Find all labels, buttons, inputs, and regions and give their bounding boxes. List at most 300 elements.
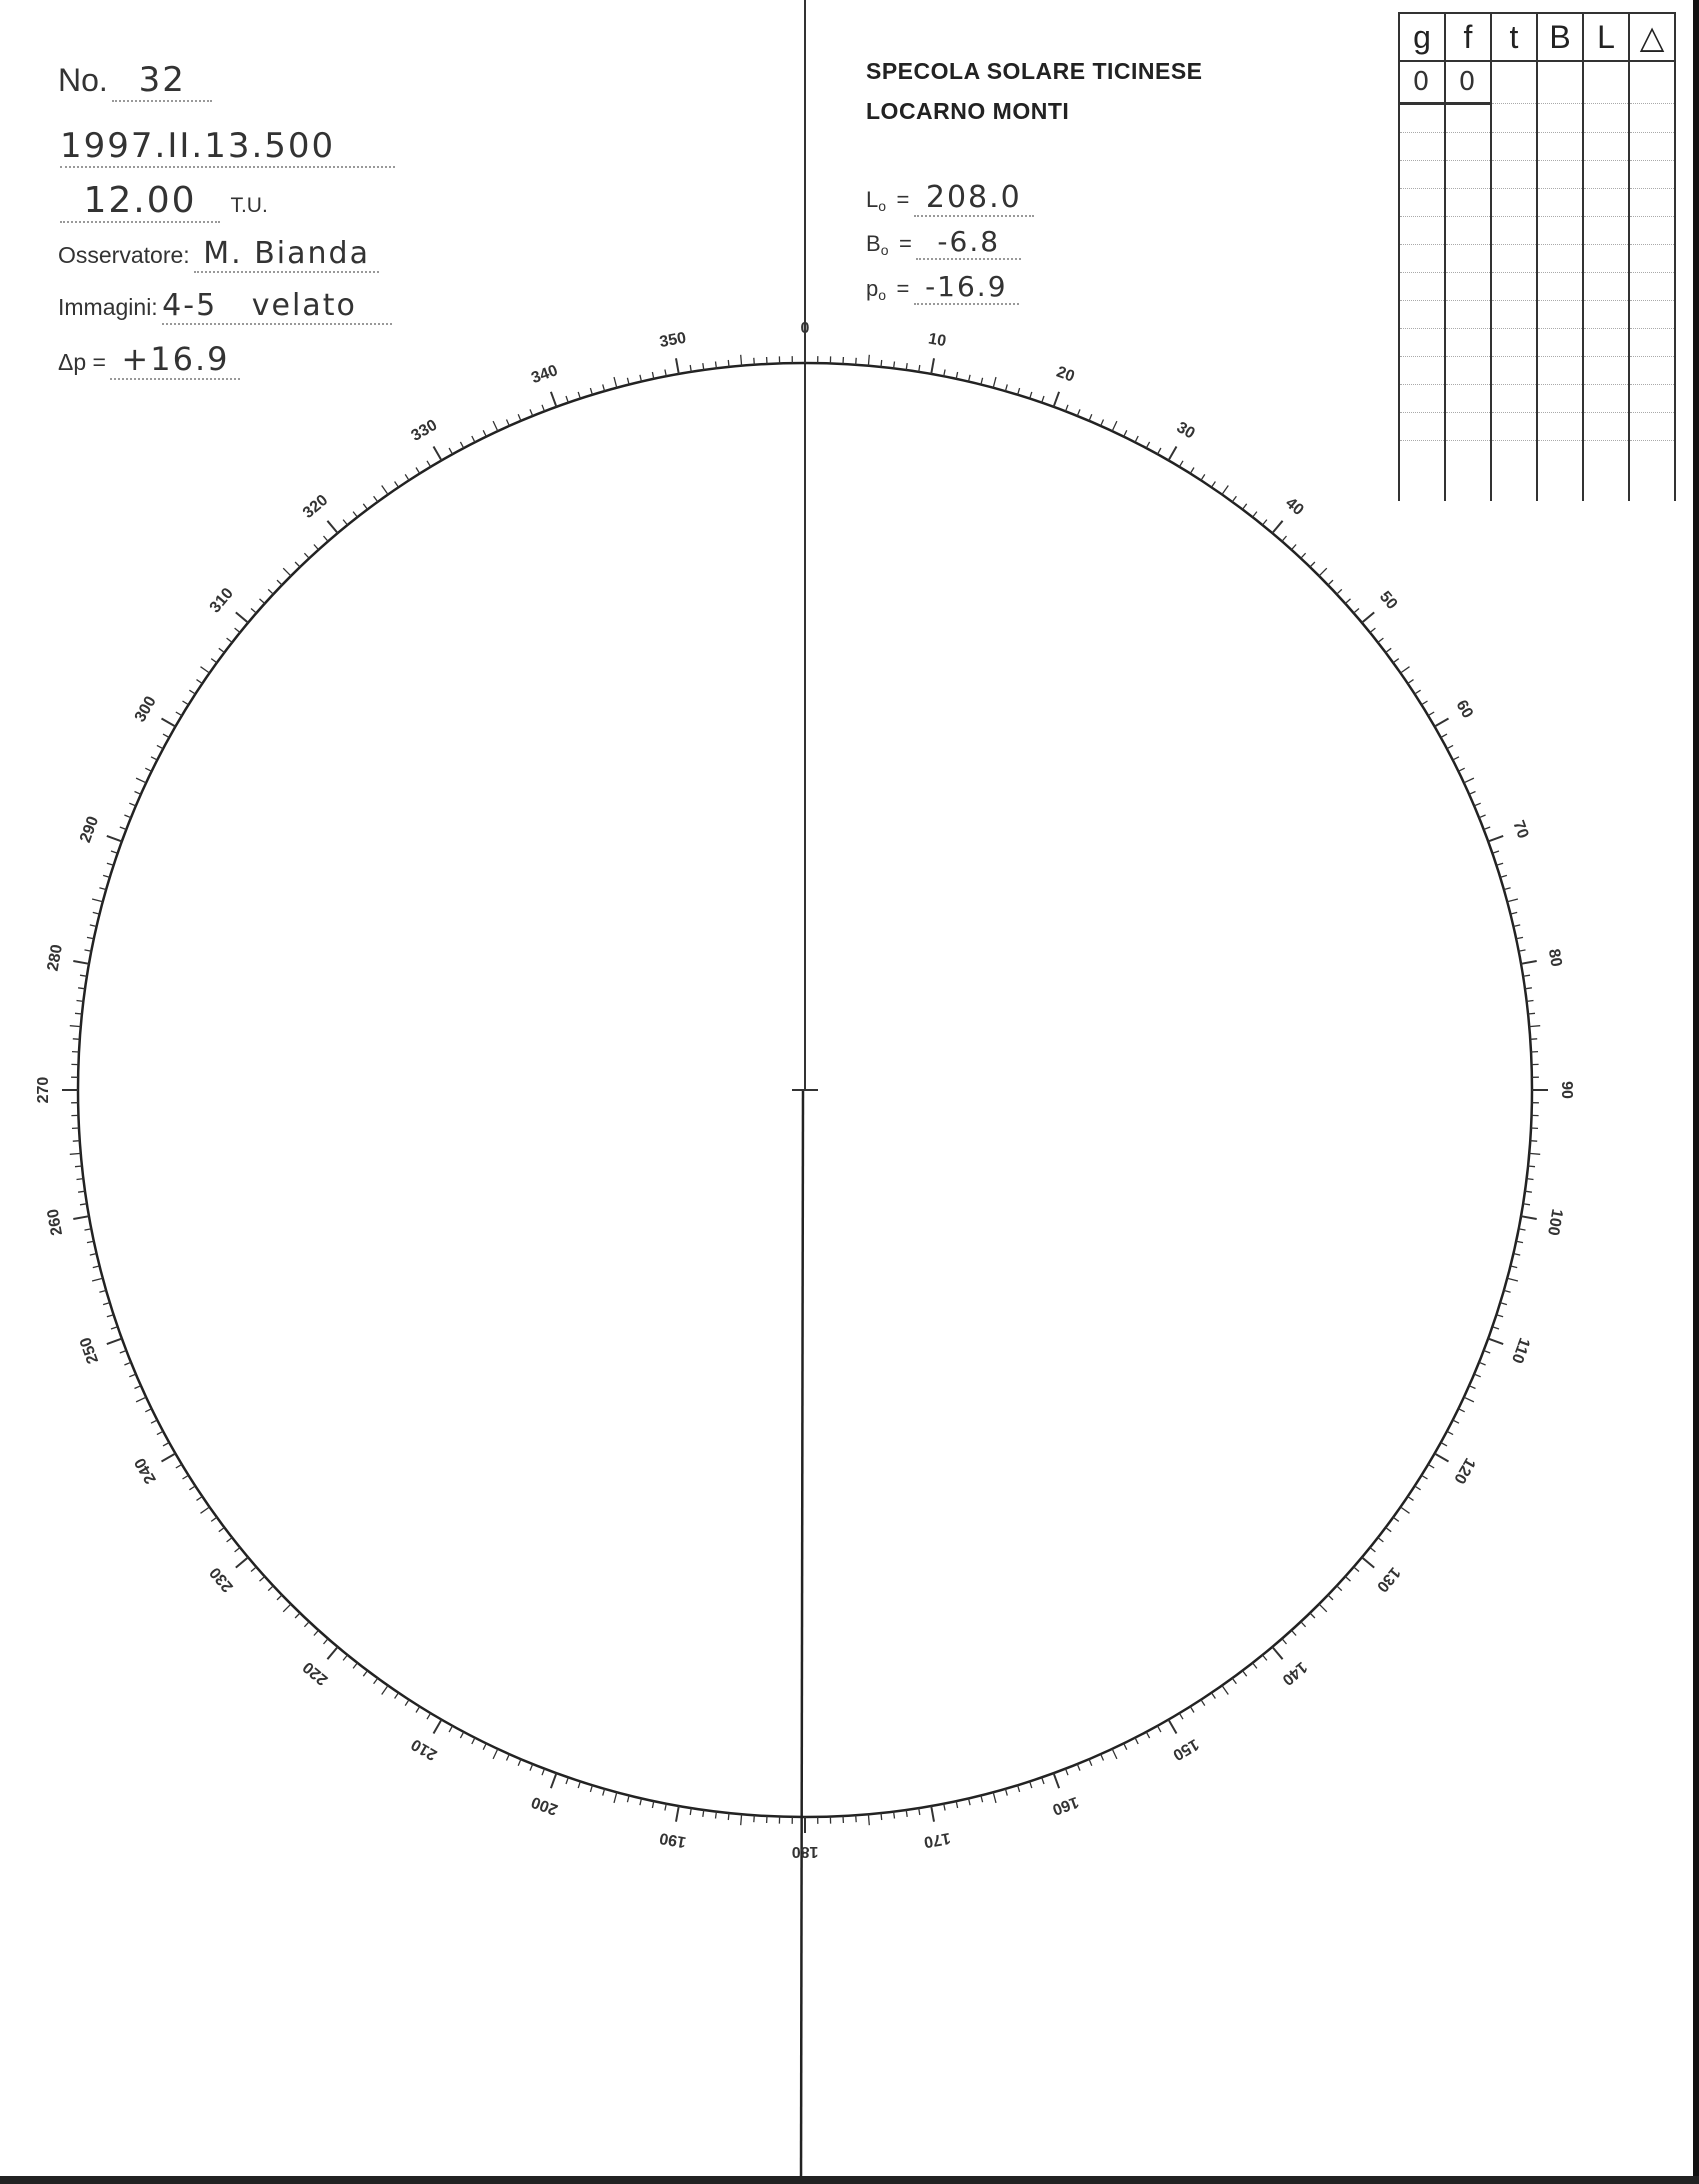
degree-label-240: 240 (131, 1454, 160, 1487)
degree-tick (716, 1812, 717, 1819)
degree-tick (111, 1327, 118, 1329)
degree-tick (99, 888, 106, 890)
degree-tick (327, 1647, 337, 1659)
degree-tick (1179, 1713, 1183, 1719)
degree-label-30: 30 (1173, 418, 1198, 443)
degree-tick (530, 1764, 533, 1771)
degree-tick (566, 396, 568, 403)
degree-tick (1529, 1153, 1540, 1154)
degree-label-350: 350 (658, 329, 688, 352)
degree-tick (856, 1815, 857, 1822)
images-value: 4-5 velato (162, 288, 392, 325)
degree-tick (993, 377, 996, 388)
degree-tick (1222, 486, 1228, 495)
degree-tick (1243, 504, 1247, 510)
degree-tick (1378, 1538, 1384, 1542)
degree-tick (981, 378, 983, 385)
degree-tick (136, 1397, 146, 1402)
degree-tick (92, 899, 103, 902)
degree-tick (73, 1141, 80, 1142)
degree-tick (652, 372, 653, 379)
degree-tick (1146, 1732, 1149, 1738)
degree-tick (70, 1026, 81, 1027)
degree-tick (93, 1266, 100, 1268)
b0-subscript: o (880, 242, 889, 259)
degree-tick (1453, 1420, 1459, 1423)
degree-tick (856, 358, 857, 365)
degree-tick (1282, 536, 1287, 541)
degree-tick (157, 745, 163, 748)
degree-tick (277, 580, 282, 585)
degree-tick (614, 1792, 617, 1803)
degree-tick (353, 512, 357, 517)
degree-tick (1484, 1351, 1491, 1354)
degree-tick (353, 1663, 357, 1669)
degree-tick (530, 409, 533, 416)
degree-tick (1263, 1655, 1267, 1660)
degree-tick (129, 1374, 136, 1377)
degree-tick (1124, 1743, 1127, 1749)
degree-tick (1370, 1548, 1375, 1552)
degree-tick (93, 912, 100, 914)
degree-tick (1510, 1266, 1517, 1268)
degree-label-10: 10 (926, 330, 948, 351)
degree-tick (981, 1795, 983, 1802)
degree-tick (201, 1507, 210, 1513)
time-value: 12.00 (60, 180, 220, 223)
degree-tick (1190, 468, 1194, 474)
degree-tick (1337, 589, 1342, 594)
l0-equals: = (896, 187, 910, 212)
degree-label-0: 0 (800, 320, 810, 338)
degree-tick (676, 358, 679, 374)
degree-label-330: 330 (408, 416, 441, 445)
degree-tick (1054, 392, 1060, 407)
degree-tick (283, 568, 291, 576)
degree-tick (1529, 1026, 1540, 1027)
degree-tick (73, 1216, 89, 1219)
degree-tick (314, 545, 319, 550)
degree-tick (1089, 414, 1092, 421)
degree-tick (1345, 1577, 1350, 1582)
degree-tick (75, 1166, 82, 1167)
degree-tick (518, 414, 521, 421)
images-label: Immagini: (58, 294, 158, 320)
degree-tick (1272, 1647, 1282, 1659)
degree-tick (1169, 1720, 1177, 1734)
degree-label-170: 170 (922, 1828, 952, 1851)
degree-tick (236, 612, 248, 622)
degree-tick (1301, 553, 1306, 558)
degree-tick (304, 553, 309, 558)
degree-tick (1158, 1726, 1161, 1732)
degree-label-120: 120 (1450, 1454, 1479, 1487)
degree-tick (1527, 1001, 1534, 1002)
degree-tick (107, 836, 122, 842)
degree-tick (460, 1732, 463, 1738)
degree-tick (881, 360, 882, 367)
degree-tick (1066, 1769, 1069, 1776)
degree-tick (741, 355, 742, 366)
degree-tick (277, 1595, 282, 1600)
degree-tick (1488, 1339, 1503, 1345)
degree-tick (324, 536, 329, 541)
degree-tick (129, 803, 136, 806)
degree-tick (343, 1655, 347, 1660)
degree-tick (374, 496, 378, 502)
degree-label-150: 150 (1169, 1735, 1202, 1764)
degree-tick (90, 925, 97, 927)
degree-tick (75, 1013, 82, 1014)
degree-tick (90, 1254, 97, 1256)
degree-tick (1378, 638, 1384, 642)
degree-tick (931, 1806, 934, 1822)
degree-tick (1054, 1773, 1060, 1788)
degree-tick (1435, 719, 1449, 727)
degree-tick (741, 1814, 742, 1825)
degree-tick (189, 690, 195, 694)
degree-tick (1469, 1386, 1475, 1389)
b0-value: -6.8 (916, 225, 1021, 260)
degree-tick (151, 757, 157, 760)
column-header-t: t (1491, 13, 1537, 61)
degree-tick (1169, 447, 1177, 461)
degree-tick (640, 1798, 642, 1805)
degree-label-140: 140 (1278, 1658, 1311, 1689)
degree-tick (614, 377, 617, 388)
degree-tick (1516, 1241, 1523, 1242)
degree-tick (1408, 1497, 1414, 1501)
degree-tick (189, 1486, 195, 1490)
degree-tick (1415, 690, 1421, 694)
degree-tick (472, 436, 475, 442)
degree-tick (183, 1475, 189, 1479)
degree-tick (295, 1613, 300, 1618)
degree-tick (449, 448, 452, 454)
degree-tick (304, 1622, 309, 1627)
degree-tick (1337, 1586, 1342, 1591)
degree-tick (1030, 392, 1032, 399)
degree-tick (1386, 1528, 1392, 1532)
degree-tick (260, 1577, 265, 1582)
l0-label: L (866, 187, 879, 212)
degree-tick (1253, 1663, 1257, 1669)
degree-tick (1464, 1397, 1474, 1402)
degree-tick (652, 1801, 653, 1808)
degree-tick (1201, 474, 1205, 480)
degree-label-40: 40 (1282, 494, 1307, 520)
column-header-l: L (1583, 13, 1629, 61)
degree-tick (197, 1497, 203, 1501)
degree-tick (1492, 851, 1499, 853)
degree-tick (416, 468, 420, 474)
degree-tick (868, 1814, 869, 1825)
degree-tick (416, 1707, 420, 1713)
degree-tick (162, 1454, 176, 1462)
degree-label-230: 230 (206, 1563, 237, 1596)
degree-tick (1510, 912, 1517, 914)
degree-tick (427, 461, 431, 467)
degree-tick (578, 392, 580, 399)
degree-tick (124, 1362, 130, 1365)
degree-tick (1428, 712, 1434, 716)
degree-tick (1530, 1141, 1537, 1142)
degree-tick (1393, 659, 1399, 663)
degree-label-60: 60 (1452, 697, 1477, 722)
degree-tick (1243, 1671, 1247, 1677)
column-header-g: g (1399, 13, 1445, 61)
degree-tick (136, 778, 146, 783)
degree-label-80: 80 (1544, 947, 1565, 969)
column-header-f: f (1445, 13, 1491, 61)
degree-tick (1292, 545, 1297, 550)
degree-tick (1272, 521, 1282, 533)
degree-tick (1112, 421, 1117, 431)
degree-tick (1513, 925, 1520, 927)
degree-tick (434, 447, 442, 461)
degree-tick (1354, 1567, 1359, 1572)
degree-label-180: 180 (791, 1842, 819, 1860)
degree-label-190: 190 (658, 1828, 688, 1851)
degree-tick (1474, 803, 1481, 806)
institution-location: LOCARNO MONTI (866, 98, 1070, 124)
degree-label-100: 100 (1543, 1207, 1566, 1237)
degree-tick (1469, 792, 1475, 795)
degree-tick (295, 562, 300, 567)
degree-tick (107, 863, 114, 865)
degree-tick (1401, 1507, 1410, 1513)
number-label: No. (58, 62, 108, 98)
degree-label-280: 280 (44, 943, 67, 973)
degree-tick (1447, 745, 1453, 748)
degree-tick (1005, 1789, 1007, 1796)
observer-value: M. Bianda (194, 236, 379, 273)
degree-tick (1441, 1443, 1447, 1446)
degree-tick (434, 1720, 442, 1734)
degree-tick (1319, 568, 1327, 576)
degree-tick (1345, 599, 1350, 604)
degree-tick (716, 362, 717, 369)
degree-tick (868, 355, 869, 366)
degree-label-110: 110 (1507, 1335, 1533, 1366)
degree-tick (260, 599, 265, 604)
degree-tick (382, 1686, 388, 1695)
degree-tick (1527, 1179, 1534, 1180)
degree-tick (1521, 961, 1537, 964)
degree-tick (1042, 396, 1044, 403)
degree-label-130: 130 (1373, 1563, 1404, 1596)
degree-tick (894, 362, 895, 369)
degree-tick (176, 1464, 182, 1468)
degree-label-300: 300 (131, 693, 160, 726)
institution-name: SPECOLA SOLARE TICINESE (866, 58, 1203, 84)
degree-tick (111, 851, 118, 853)
degree-tick (1458, 768, 1464, 771)
degree-tick (1354, 609, 1359, 614)
degree-tick (1492, 1327, 1499, 1329)
degree-tick (1464, 778, 1474, 783)
degree-tick (969, 375, 971, 382)
degree-tick (1328, 1595, 1333, 1600)
degree-tick (77, 1001, 84, 1002)
degree-tick (405, 474, 409, 480)
degree-tick (135, 1386, 141, 1389)
degree-tick (603, 384, 605, 391)
degree-tick (120, 827, 127, 830)
degree-tick (1504, 888, 1511, 890)
degree-tick (314, 1630, 319, 1635)
column-header-delta: △ (1629, 13, 1675, 61)
degree-tick (145, 768, 151, 771)
degree-tick (1528, 1166, 1535, 1167)
degree-tick (1528, 1013, 1535, 1014)
degree-tick (993, 1792, 996, 1803)
observer-label: Osservatore: (58, 242, 190, 268)
p0-equals: = (896, 276, 910, 301)
degree-tick (283, 1604, 291, 1612)
degree-tick (1401, 667, 1410, 673)
degree-tick (1408, 680, 1414, 684)
degree-tick (1030, 1781, 1032, 1788)
degree-tick (518, 1759, 521, 1766)
degree-tick (1513, 1254, 1520, 1256)
degree-tick (1319, 1604, 1327, 1612)
degree-tick (1370, 628, 1375, 632)
degree-tick (1310, 1613, 1315, 1618)
degree-label-50: 50 (1375, 588, 1401, 613)
degree-tick (551, 392, 557, 407)
p0-subscript: o (878, 287, 887, 304)
degree-tick (73, 961, 89, 964)
degree-tick (211, 659, 217, 663)
degree-tick (542, 405, 545, 412)
degree-tick (754, 358, 755, 365)
degree-tick (1496, 1315, 1503, 1317)
degree-tick (1066, 405, 1069, 412)
degree-label-320: 320 (299, 491, 332, 522)
degree-tick (124, 815, 130, 818)
degree-label-250: 250 (77, 1334, 103, 1366)
degree-tick (151, 1420, 157, 1423)
degree-tick (73, 1039, 80, 1040)
degree-label-160: 160 (1049, 1792, 1081, 1818)
degree-tick (183, 701, 189, 705)
degree-tick (1422, 1475, 1428, 1479)
degree-label-220: 220 (299, 1658, 332, 1689)
degree-tick (542, 1769, 545, 1776)
degree-tick (374, 1678, 378, 1684)
degree-tick (640, 375, 642, 382)
degree-tick (1474, 1374, 1481, 1377)
degree-tick (1435, 1454, 1449, 1462)
degree-tick (881, 1813, 882, 1820)
degree-tick (483, 1743, 486, 1749)
degree-label-340: 340 (529, 362, 561, 388)
degree-tick (157, 1431, 163, 1434)
degree-tick (382, 486, 388, 495)
degree-tick (603, 1789, 605, 1796)
degree-tick (1422, 701, 1428, 705)
p0-value: -16.9 (914, 270, 1019, 305)
time-unit: T.U. (230, 194, 268, 217)
degree-tick (236, 1557, 248, 1567)
degree-tick (1253, 512, 1257, 517)
observation-date: 1997.II.13.500 (60, 126, 395, 168)
degree-tick (107, 1315, 114, 1317)
degree-tick (728, 360, 729, 367)
cell-g: 0 (1399, 61, 1445, 104)
degree-tick (1496, 863, 1503, 865)
degree-tick (1201, 1700, 1205, 1706)
degree-tick (1484, 827, 1491, 830)
degree-tick (969, 1798, 971, 1805)
vertical-axis-lower (801, 1090, 803, 2184)
degree-tick (1441, 734, 1447, 737)
degree-tick (1292, 1630, 1297, 1635)
degree-tick (1447, 1431, 1453, 1434)
degree-tick (493, 1749, 498, 1759)
degree-label-200: 200 (529, 1792, 561, 1818)
degree-tick (493, 421, 498, 431)
degree-tick (363, 1671, 367, 1677)
degree-tick (754, 1815, 755, 1822)
b0-label: B (866, 231, 881, 256)
degree-tick (1077, 409, 1080, 416)
degree-label-260: 260 (44, 1207, 67, 1237)
degree-tick (163, 734, 169, 737)
degree-tick (219, 648, 225, 652)
column-header-b: B (1537, 13, 1583, 61)
number-value: 32 (112, 60, 212, 102)
cell-f: 0 (1445, 61, 1491, 104)
degree-tick (1479, 1362, 1486, 1365)
b0-equals: = (898, 231, 912, 256)
degree-tick (566, 1777, 568, 1784)
degree-tick (162, 719, 176, 727)
degree-tick (507, 1754, 510, 1760)
degree-tick (1310, 562, 1315, 567)
degree-tick (1146, 442, 1149, 448)
degree-tick (1479, 815, 1486, 818)
p0-label: p (866, 276, 879, 301)
degree-tick (1507, 899, 1518, 902)
degree-tick (483, 430, 486, 436)
degree-tick (201, 667, 210, 673)
degree-tick (1507, 1278, 1518, 1281)
degree-tick (87, 937, 94, 938)
degree-tick (1190, 1707, 1194, 1713)
degree-tick (1521, 1216, 1537, 1219)
degree-tick (405, 1700, 409, 1706)
degree-tick (1301, 1622, 1306, 1627)
degree-label-70: 70 (1509, 818, 1532, 841)
degree-tick (1135, 436, 1138, 442)
degree-tick (327, 521, 337, 533)
degree-tick (472, 1738, 475, 1744)
degree-tick (676, 1806, 679, 1822)
degree-tick (70, 1153, 81, 1154)
degree-tick (578, 1781, 580, 1788)
degree-tick (1415, 1486, 1421, 1490)
delta-p-label: Δp = (58, 349, 106, 375)
degree-tick (1042, 1777, 1044, 1784)
degree-tick (1112, 1749, 1117, 1759)
degree-tick (1428, 1464, 1434, 1468)
degree-tick (120, 1351, 127, 1354)
degree-tick (1530, 1039, 1537, 1040)
degree-tick (107, 1339, 122, 1345)
degree-label-210: 210 (408, 1735, 441, 1764)
